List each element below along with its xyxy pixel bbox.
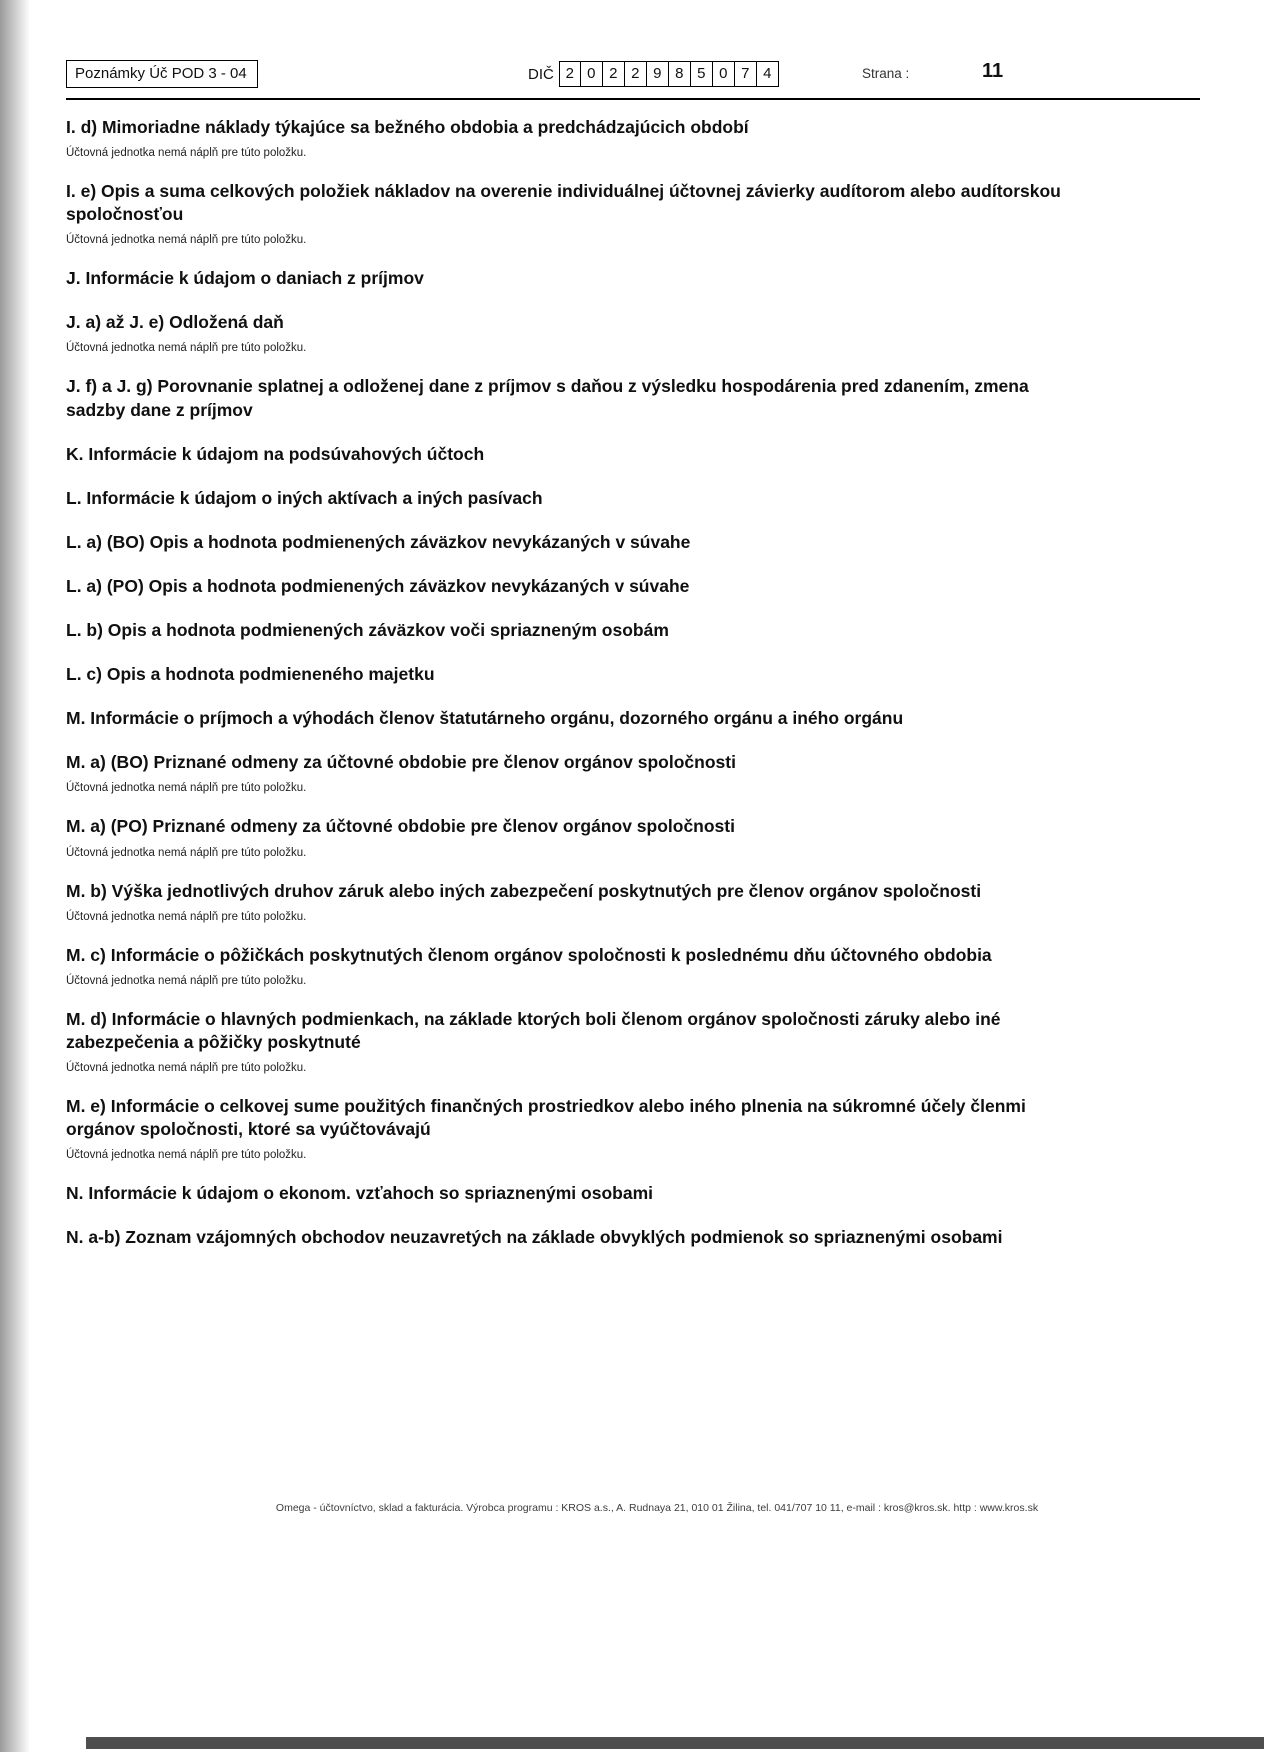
section: [66, 116, 1200, 159]
section: [66, 267, 1200, 290]
scan-edge-bottom: [86, 1737, 1264, 1749]
dic-digit-cell: 2: [625, 61, 647, 87]
section: [66, 944, 1200, 987]
section-heading: M. a) (PO) Priznané odmeny za účtovné obdobie pre členov orgánov spoločnosti: [66, 816, 735, 837]
section: [66, 707, 1200, 730]
empty-item-note: Účtovná jednotka nemá náplň pre túto položku.: [66, 234, 307, 247]
section-heading: J. Informácie k údajom o daniach z príjmov: [66, 268, 424, 289]
page-label: Strana :: [862, 66, 910, 81]
dic-digit-cell: 9: [647, 61, 669, 87]
empty-item-note: Účtovná jednotka nemá náplň pre túto položku.: [66, 342, 307, 355]
section: [66, 1182, 1200, 1205]
section: [66, 880, 1200, 923]
section: [66, 1226, 1200, 1249]
section-heading: M. a) (BO) Priznané odmeny za účtovné obdobie pre členov orgánov spoločnosti: [66, 752, 736, 773]
section: [66, 575, 1200, 598]
empty-item-note: Účtovná jednotka nemá náplň pre túto položku.: [66, 147, 307, 160]
section-heading: J. a) až J. e) Odložená daň: [66, 312, 284, 333]
dic-digit-cell: 8: [669, 61, 691, 87]
section-heading: I. d) Mimoriadne náklady týkajúce sa bežného obdobia a predchádzajúcich období: [66, 117, 749, 137]
footer-text: Omega - účtovníctvo, sklad a fakturácia. Výrobca programu : KROS a.s., A. Rudnaya 21, 010 01 Žilina, tel. 041/707 10 11, e-mail : kros@kros.sk. http : www.kros.sk: [275, 1502, 1039, 1514]
form-name-box: Poznámky Úč POD 3 - 04: [66, 60, 258, 88]
section: [66, 531, 1200, 554]
section-heading: I. e) Opis a suma celkových položiek nákladov na overenie individuálnej účtovnej závierky audítorom alebo audítorskou spoločnosťou: [66, 181, 1061, 225]
section: [66, 663, 1200, 686]
section-heading: L. Informácie k údajom o iných aktívach a iných pasívach: [66, 487, 543, 508]
section: [66, 311, 1200, 354]
dic-digit-boxes: [559, 61, 779, 87]
dic-digit-cell: 7: [735, 61, 757, 87]
dic-digit-cell: 0: [713, 61, 735, 87]
section-heading: L. c) Opis a hodnota podmieneného majetku: [66, 664, 435, 685]
empty-item-note: Účtovná jednotka nemá náplň pre túto položku.: [66, 1149, 307, 1162]
empty-item-note: Účtovná jednotka nemá náplň pre túto položku.: [66, 846, 307, 859]
section: [66, 487, 1200, 510]
empty-item-note: Účtovná jednotka nemá náplň pre túto položku.: [66, 1061, 307, 1074]
section-heading: L. a) (PO) Opis a hodnota podmienených záväzkov nevykázaných v súvahe: [66, 575, 690, 596]
section-heading: J. f) a J. g) Porovnanie splatnej a odloženej dane z príjmov s daňou z výsledku hospodárenia pred zdanením, zmena sadzby dane z príjmov: [66, 376, 1029, 420]
section-heading: M. b) Výška jednotlivých druhov záruk alebo iných zabezpečení poskytnutých pre členov orgánov spoločnosti: [66, 880, 982, 901]
section: [66, 619, 1200, 642]
section-heading: K. Informácie k údajom na podsúvahových účtoch: [66, 443, 485, 464]
section: [66, 180, 1200, 246]
section: [66, 815, 1200, 858]
page-content: [0, 58, 1264, 1249]
empty-item-note: Účtovná jednotka nemá náplň pre túto položku.: [66, 974, 307, 987]
section: [66, 1008, 1200, 1074]
section-heading: M. Informácie o príjmoch a výhodách členov štatutárneho orgánu, dozorného orgánu a iného orgánu: [66, 708, 904, 729]
dic-digit-cell: 5: [691, 61, 713, 87]
dic-digit-cell: 2: [559, 61, 581, 87]
section-heading: M. c) Informácie o pôžičkách poskytnutých členom orgánov spoločnosti k poslednému dňu účtovného obdobia: [66, 944, 992, 965]
section-heading: M. e) Informácie o celkovej sume použitých finančných prostriedkov alebo iného plnenia na súkromné účely členmi orgánov spoločnosti, ktoré sa vyúčtovávajú: [66, 1095, 1026, 1139]
section-heading: M. d) Informácie o hlavných podmienkach, na základe ktorých boli členom orgánov spoločnosti záruky alebo iné zabezpečenia a pôžičky poskytnuté: [66, 1008, 1001, 1052]
empty-item-note: Účtovná jednotka nemá náplň pre túto položku.: [66, 910, 307, 923]
section-heading: N. Informácie k údajom o ekonom. vzťahoch so spriaznenými osobami: [66, 1183, 653, 1204]
page-header: [66, 58, 1200, 94]
dic-digit-cell: 4: [757, 61, 779, 87]
sections: [66, 116, 1200, 1249]
dic-label: DIČ: [528, 65, 554, 83]
section: [66, 443, 1200, 466]
section-heading: N. a-b) Zoznam vzájomných obchodov neuzavretých na základe obvyklých podmienok so spriaznenými osobami: [66, 1227, 1003, 1248]
dic-digit-cell: 2: [603, 61, 625, 87]
section: [66, 1095, 1200, 1161]
section-heading: L. a) (BO) Opis a hodnota podmienených záväzkov nevykázaných v súvahe: [66, 531, 691, 552]
section: [66, 375, 1200, 421]
header-divider: [66, 98, 1200, 100]
page-number: 11: [982, 60, 1004, 82]
section-heading: L. b) Opis a hodnota podmienených záväzkov voči spriazneným osobám: [66, 620, 669, 641]
section: [66, 751, 1200, 794]
dic-digit-cell: 0: [581, 61, 603, 87]
dic-group: [528, 61, 779, 87]
empty-item-note: Účtovná jednotka nemá náplň pre túto položku.: [66, 782, 307, 795]
